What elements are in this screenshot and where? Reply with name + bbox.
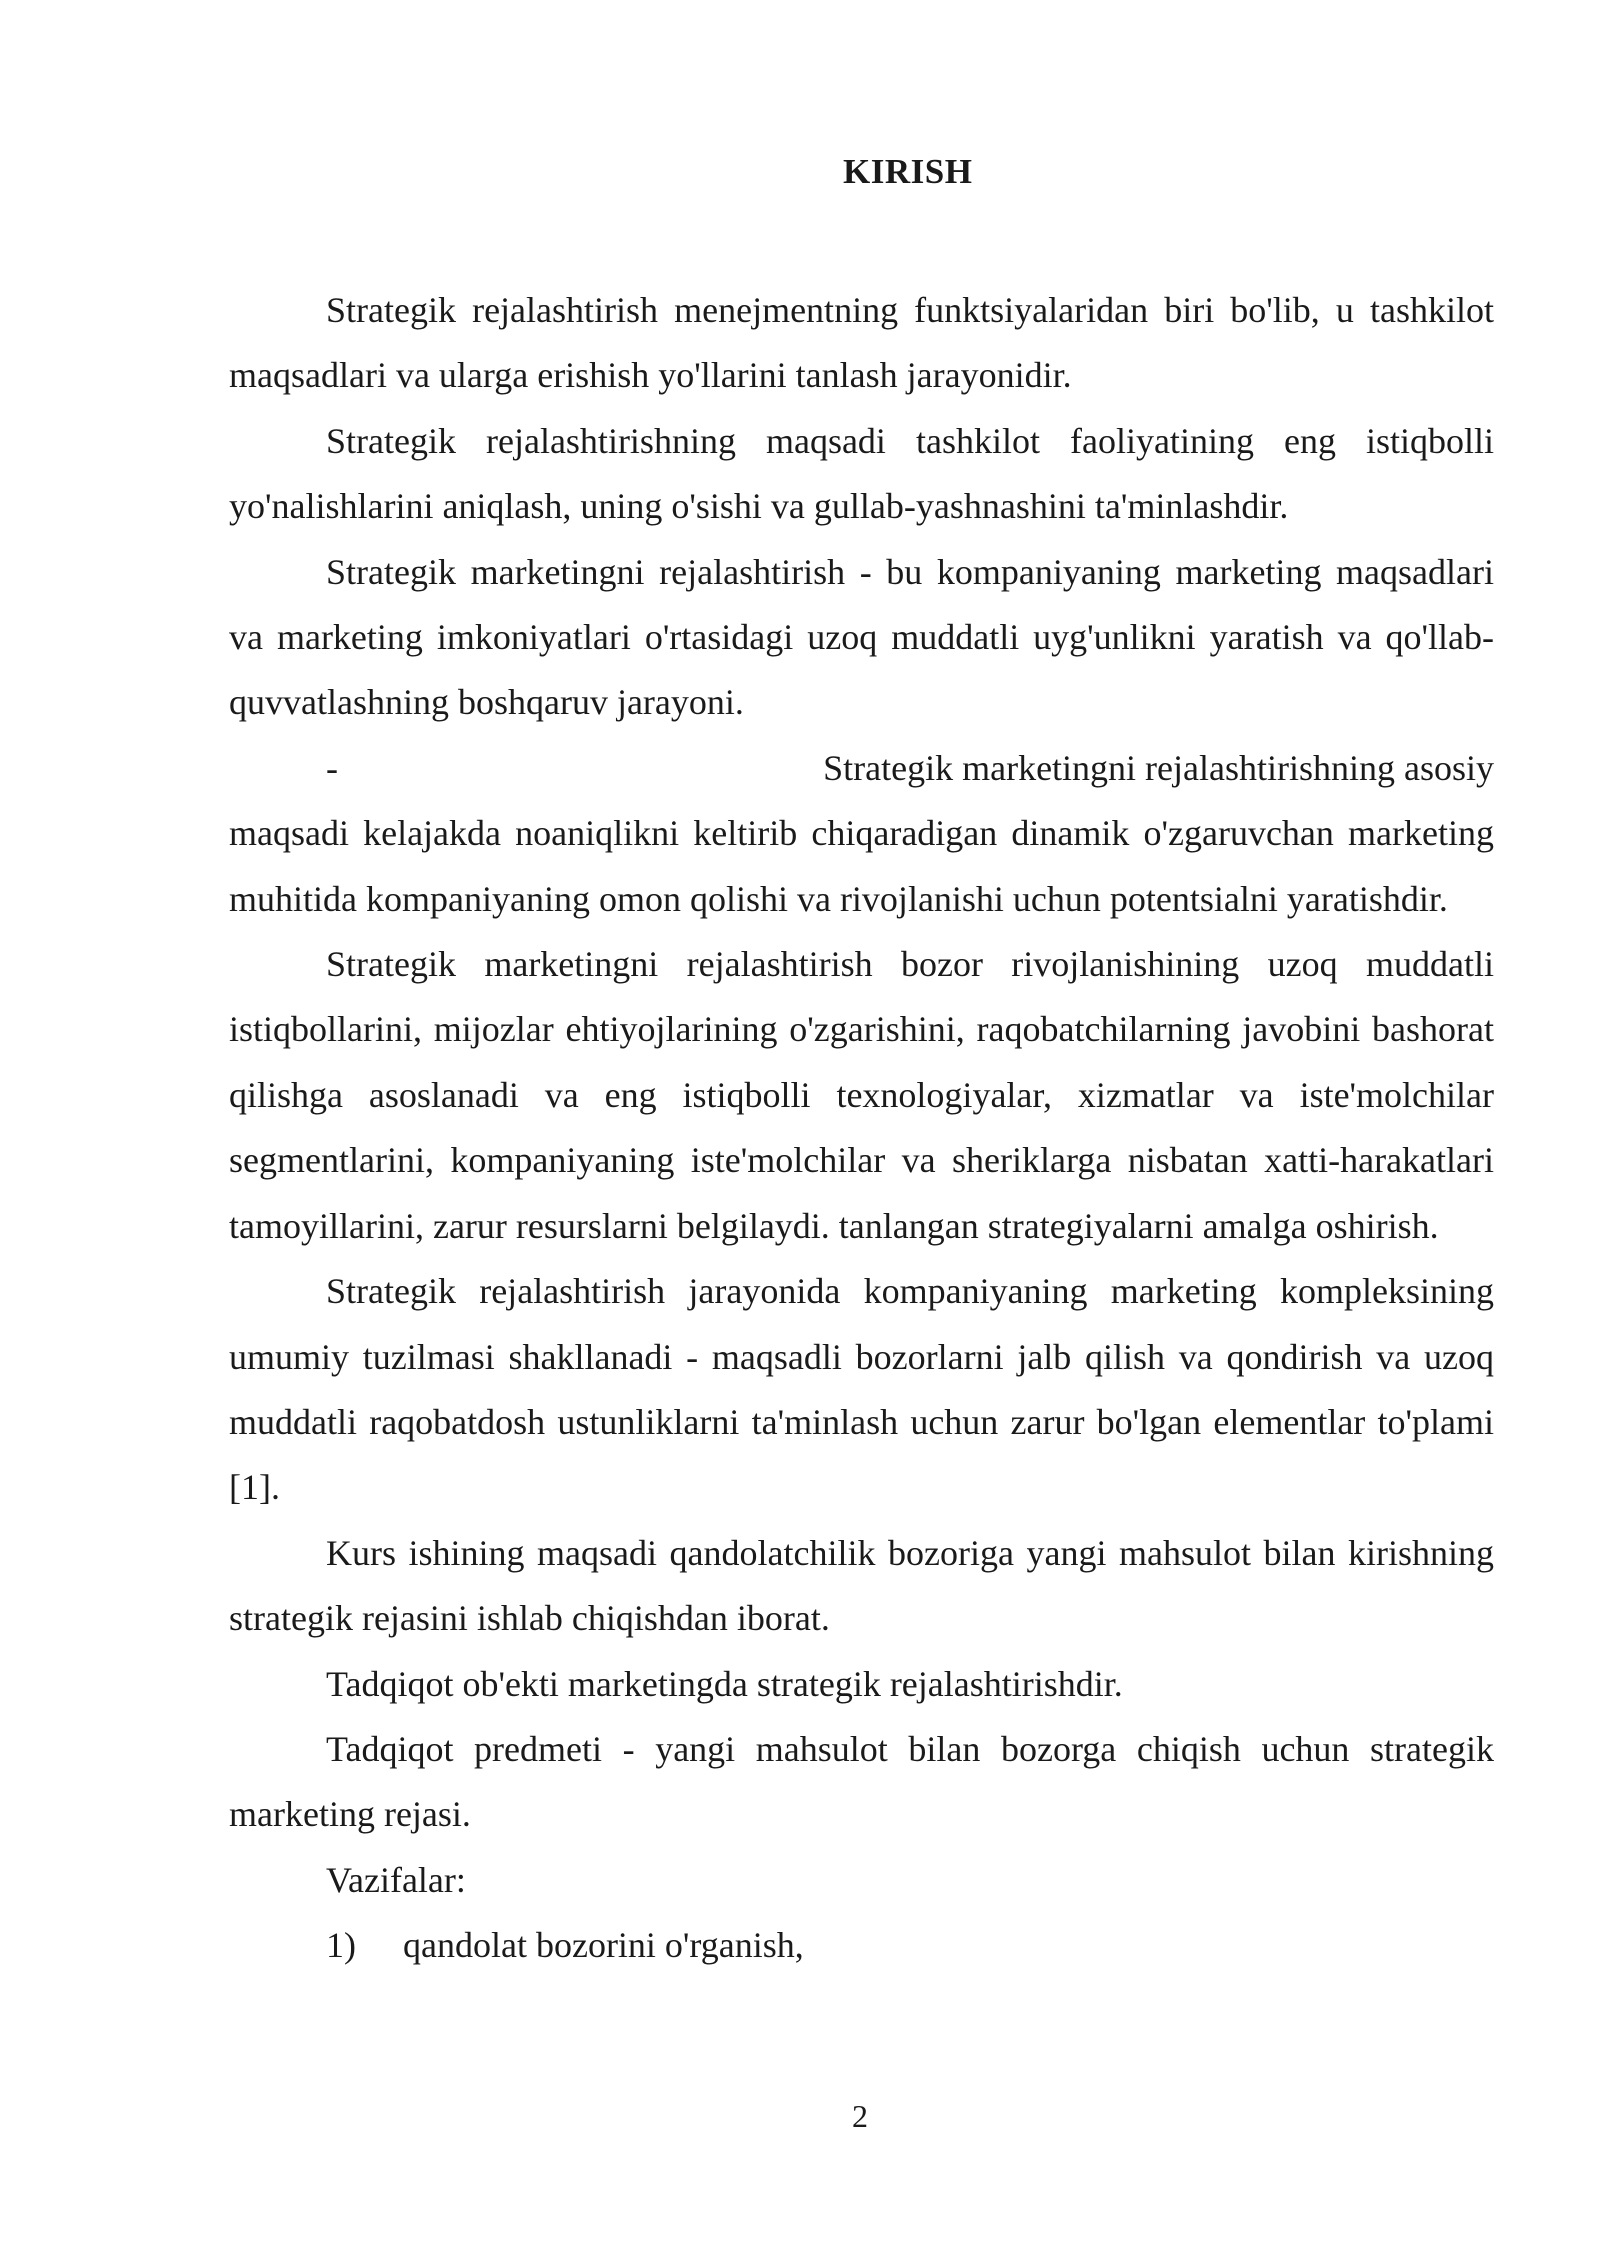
research-subject-paragraph: Tadqiqot predmeti - yangi mahsulot bilan bozorga chiqish uchun strategik marketing rejasi.	[229, 1728, 1494, 1835]
task-item	[229, 1913, 1494, 1978]
dash-paragraph-lead: Strategik marketingni rejalashtirishning asosiy	[823, 747, 1494, 788]
task-number: 1)	[326, 1925, 356, 1966]
paragraph: Kurs ishining maqsadi qandolatchilik bozoriga yangi mahsulot bilan kirishning strategik rejasini ishlab chiqishdan iborat.	[229, 1532, 1494, 1639]
dash-paragraph-rest: maqsadi kelajakda noaniqlikni keltirib chiqaradigan dinamik o'zgaruvchan marketing muhitida kompaniyaning omon qolishi va rivojlanishi uchun potentsialni yaratishdir.	[229, 813, 1494, 919]
dash-marker: -	[326, 747, 338, 788]
page-number: 2	[852, 2098, 868, 2134]
task-text: qandolat bozorini o'rganish,	[403, 1925, 804, 1966]
paragraph: Strategik rejalashtirishning maqsadi tashkilot faoliyatining eng istiqbolli yo'nalishlarini aniqlash, uning o'sishi va gullab-yashnashini ta'minlashdir.	[229, 420, 1494, 527]
paragraph: Strategik marketingni rejalashtirish - bu kompaniyaning marketing maqsadlari va marketing imkoniyatlari o'rtasidagi uzoq muddatli uyg'unlikni yaratish va qo'llab-quvvatlashning boshqaruv jarayoni.	[229, 551, 1494, 723]
research-object-line: Tadqiqot ob'ekti marketingda strategik rejalashtirishdir.	[326, 1663, 1123, 1704]
paragraph: Strategik rejalashtirish menejmentning funktsiyalaridan biri bo'lib, u tashkilot maqsadlari va ularga erishish yo'llarini tanlash jarayonidir.	[229, 290, 1494, 396]
paragraph: Strategik marketingni rejalashtirish bozor rivojlanishining uzoq muddatli istiqbollarini, mijozlar ehtiyojlarining o'zgarishini, raqobatchilarning javobini bashorat qilishga asoslanadi va eng istiqbolli texnologiyalar, xizmatlar va iste'molchilar segmentlarini, kompaniyaning iste'molchilar va sheriklarga nisbatan xatti-harakatlari tamoyillarini, zarur resurslarni belgilaydi. tanlangan strategiyalarni amalga oshirish.	[229, 944, 1494, 1246]
dash-paragraph	[229, 736, 1494, 932]
page-title: KIRISH	[843, 152, 973, 191]
tasks-label: Vazifalar:	[326, 1859, 466, 1900]
dash-paragraph-first-line	[229, 736, 1494, 801]
paragraph: Strategik rejalashtirish jarayonida kompaniyaning marketing kompleksining umumiy tuzilmasi shakllanadi - maqsadli bozorlarni jalb qilish va qondirish va uzoq muddatli raqobatdosh ustunliklarni ta'minlash uchun zarur bo'lgan elementlar to'plami [1].	[229, 1271, 1494, 1508]
body-text	[229, 278, 1494, 1979]
